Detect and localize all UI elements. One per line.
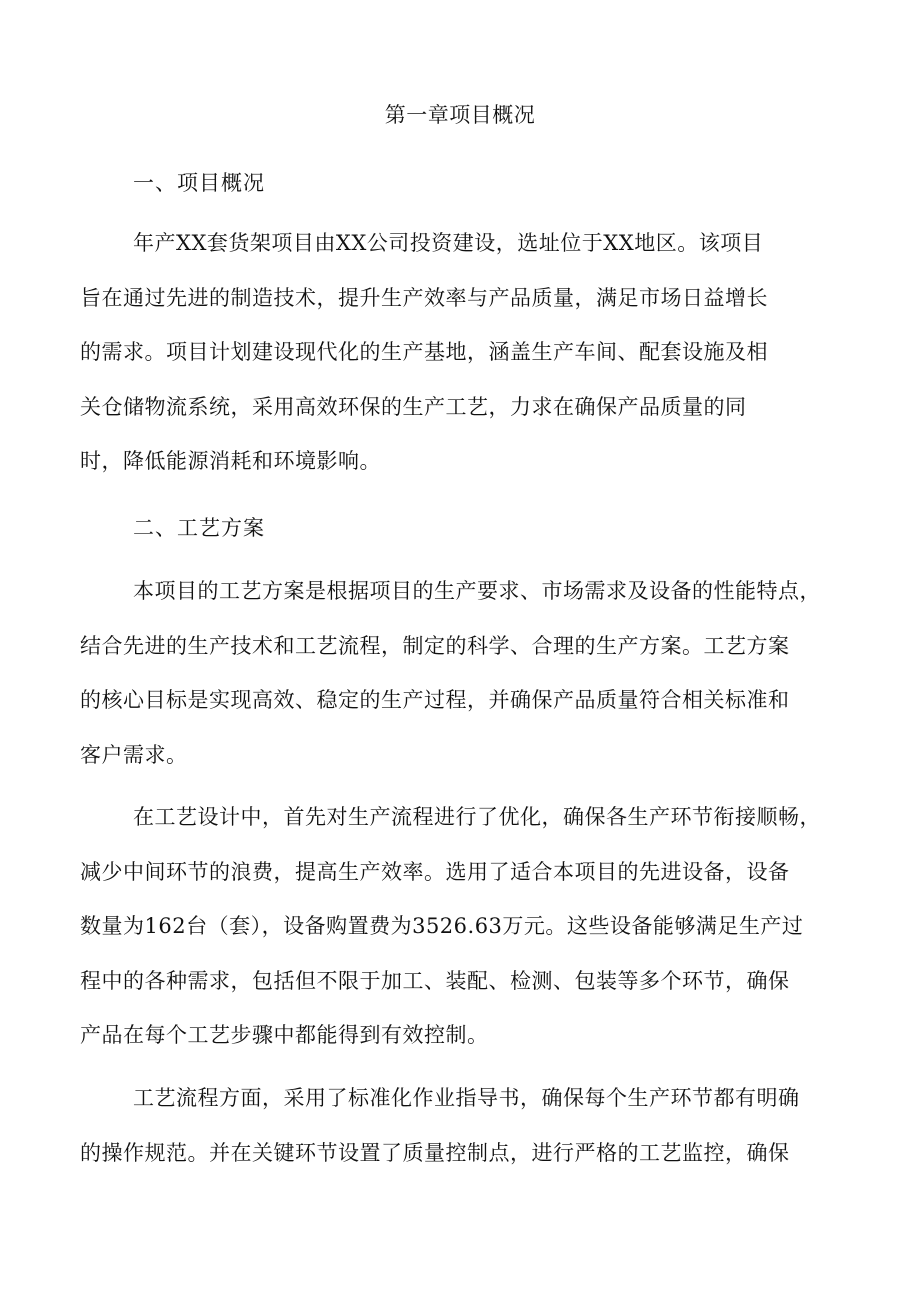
paragraph-line: 在工艺设计中，首先对生产流程进行了优化，确保各生产环节衔接顺畅， (133, 805, 821, 829)
paragraph-line: 时，降低能源消耗和环境影响。 (80, 449, 381, 473)
paragraph-line: 数量为162台（套），设备购置费为3526.63万元。这些设备能够满足生产过 (80, 914, 804, 938)
paragraph-process-design (80, 802, 840, 1075)
paragraph-line: 本项目的工艺方案是根据项目的生产要求、市场需求及设备的性能特点， (133, 579, 821, 603)
paragraph-line: 关仓储物流系统，采用高效环保的生产工艺，力求在确保产品质量的同 (80, 394, 747, 419)
paragraph-line: 的操作规范。并在关键环节设置了质量控制点，进行严格的工艺监控，确保 (80, 1140, 790, 1165)
paragraph-project-overview (80, 228, 840, 501)
paragraph-line: 程中的各种需求，包括但不限于加工、装配、检测、包装等多个环节，确保 (80, 968, 790, 993)
section-heading-process: 二、工艺方案 (133, 516, 265, 540)
paragraph-line: 客户需求。 (80, 742, 188, 767)
chapter-title: 第一章项目概况 (384, 103, 536, 127)
paragraph-line: 旨在通过先进的制造技术，提升生产效率与产品质量，满足市场日益增长 (80, 285, 768, 310)
paragraph-line: 的需求。项目计划建设现代化的生产基地，涵盖生产车间、配套设施及相 (80, 340, 768, 364)
paragraph-line: 工艺流程方面，采用了标准化作业指导书，确保每个生产环节都有明确 (133, 1086, 800, 1110)
paragraph-line: 年产XX套货架项目由XX公司投资建设，选址位于XX地区。该项目 (133, 231, 764, 255)
paragraph-line: 产品在每个工艺步骤中都能得到有效控制。 (80, 1023, 489, 1047)
paragraph-process-plan (80, 576, 840, 794)
paragraph-process-flow (80, 1083, 840, 1192)
section-heading-overview: 一、项目概况 (133, 171, 265, 195)
paragraph-line: 结合先进的生产技术和工艺流程，制定的科学、合理的生产方案。工艺方案 (80, 633, 790, 658)
paragraph-line: 减少中间环节的浪费，提高生产效率。选用了适合本项目的先进设备，设备 (80, 859, 790, 884)
paragraph-line: 的核心目标是实现高效、稳定的生产过程，并确保产品质量符合相关标准和 (80, 688, 790, 712)
